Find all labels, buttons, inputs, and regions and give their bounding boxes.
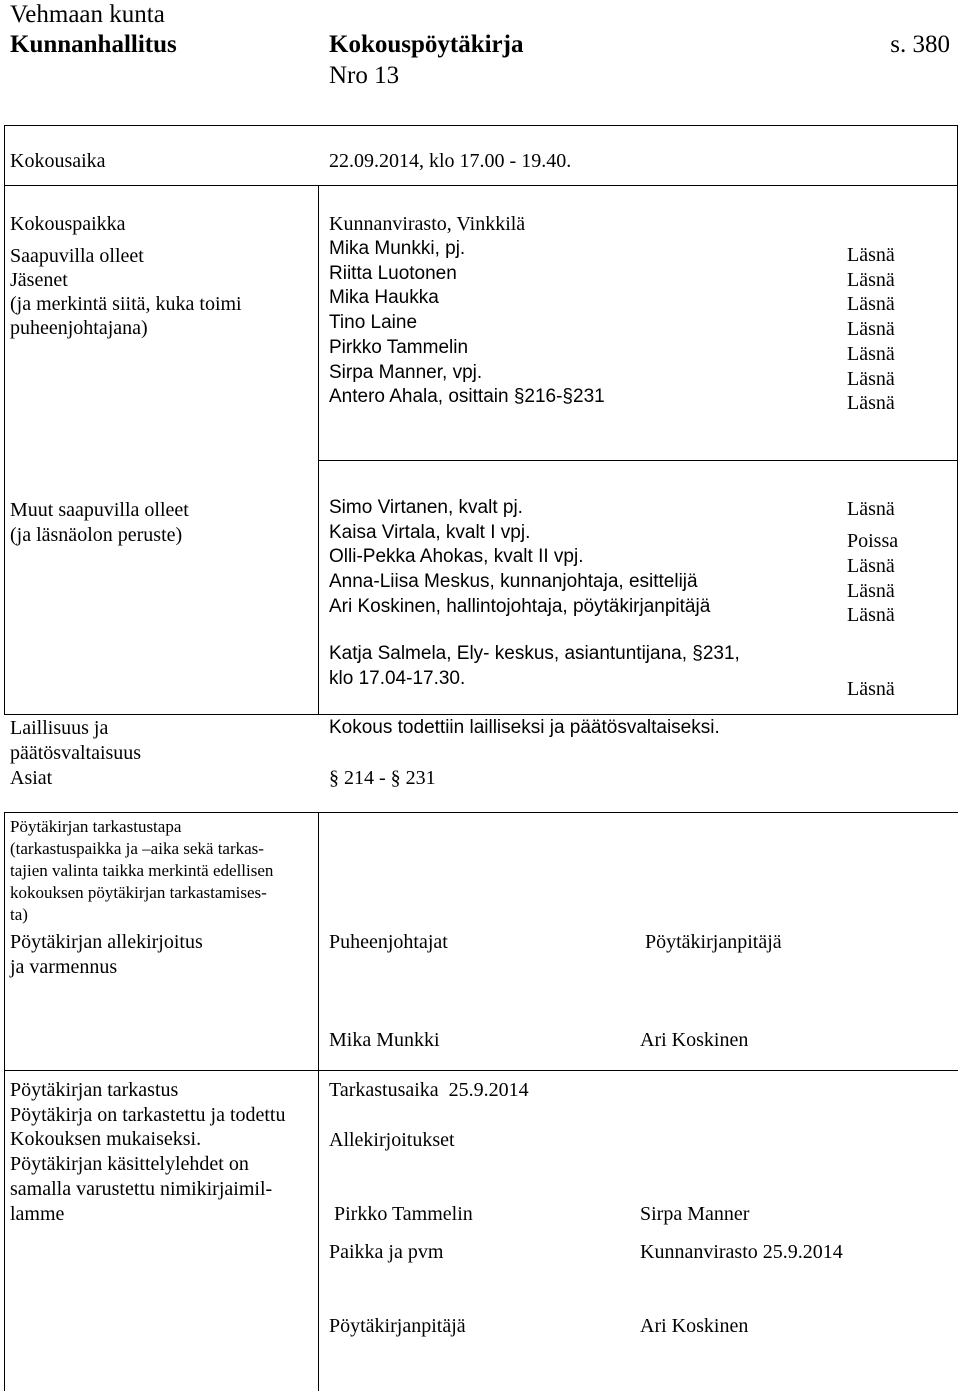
table-left-border (4, 125, 5, 715)
items-value: § 214 - § 231 (329, 767, 436, 789)
members-list (329, 237, 605, 410)
member-status: Läsnä (847, 244, 895, 266)
other-name: Anna-Liisa Meskus, kunnanjohtaja, esittelijä (329, 571, 698, 593)
meeting-time-value: 22.09.2014, klo 17.00 - 19.40. (329, 150, 572, 172)
reviewer-name: Pirkko Tammelin (334, 1203, 473, 1225)
member-name: Mika Haukka (329, 287, 439, 309)
chair-title: Puheenjohtajat (329, 931, 448, 953)
review-label-line: Kokouksen mukaiseksi. (10, 1128, 202, 1151)
other-name: Simo Virtanen, kvalt pj. (329, 497, 523, 518)
review-method-line: ta) (10, 905, 28, 924)
meeting-place-value: Kunnanvirasto, Vinkkilä (329, 213, 526, 235)
other-name: Olli-Pekka Ahokas, kvalt II vpj. (329, 546, 584, 568)
table-right-border (957, 125, 958, 715)
legality-label (10, 716, 141, 765)
other-status: Läsnä (847, 555, 895, 577)
secretary-title: Pöytäkirjanpitäjä (645, 931, 782, 953)
member-status: Läsnä (847, 268, 895, 291)
place-label: Paikka ja pvm (329, 1241, 444, 1263)
others-label (10, 498, 189, 547)
members-status-list (847, 243, 895, 416)
review-method-label (10, 816, 273, 926)
meeting-time-label: Kokousaika (10, 150, 106, 172)
municipality-name: Vehmaan kunta (10, 1, 165, 28)
items-label: Asiat (10, 767, 53, 789)
document-type: Kokouspöytäkirja (329, 31, 524, 58)
members-label (10, 244, 242, 340)
others-list (329, 496, 710, 620)
member-name: Tino Laine (329, 312, 418, 334)
member-status: Läsnä (847, 392, 895, 415)
other-status: Läsnä (847, 604, 895, 626)
expert-line: klo 17.04-17.30. (329, 667, 466, 689)
expert-entry (329, 642, 740, 691)
row-divider (4, 1070, 958, 1071)
members-label-line: Jäsenet (10, 269, 68, 291)
review-label-line: Pöytäkirjan käsittelylehdet on (10, 1153, 249, 1176)
review-time: Tarkastusaika 25.9.2014 (329, 1079, 529, 1101)
column-divider (318, 185, 319, 715)
clerk-name: Ari Koskinen (640, 1315, 749, 1337)
member-name: Pirkko Tammelin (329, 336, 469, 358)
review-label-line: Pöytäkirja on tarkastettu ja todettu (10, 1103, 286, 1126)
lower-left-border (4, 812, 5, 1391)
member-status: Läsnä (847, 293, 895, 316)
member-name: Sirpa Manner, vpj. (329, 361, 483, 383)
chair-name: Mika Munkki (329, 1029, 440, 1051)
members-label-line: Saapuvilla olleet (10, 245, 144, 267)
member-name: Mika Munkki, pj. (329, 238, 466, 259)
member-name: Antero Ahala, osittain §216-§231 (329, 386, 605, 408)
expert-status: Läsnä (847, 678, 895, 700)
other-status: Läsnä (847, 580, 895, 602)
signatures-label: Allekirjoitukset (329, 1129, 455, 1151)
place-value: Kunnanvirasto 25.9.2014 (640, 1241, 843, 1263)
others-label-line: Muut saapuvilla olleet (10, 499, 189, 521)
review-label-line: samalla varustettu nimikirjaimil- (10, 1177, 273, 1200)
signature-label-line: Pöytäkirjan allekirjoitus (10, 931, 203, 953)
members-label-line: puheenjohtajana) (10, 317, 148, 339)
legality-label-line: päätösvaltaisuus (10, 741, 142, 764)
review-method-line: kokouksen pöytäkirjan tarkastamises- (10, 883, 267, 902)
expert-line: Katja Salmela, Ely- keskus, asiantuntijana, §231, (329, 643, 740, 664)
member-status: Läsnä (847, 367, 895, 390)
legality-label-line: Laillisuus ja (10, 717, 109, 739)
review-label-line: lamme (10, 1202, 65, 1225)
meeting-place-label: Kokouspaikka (10, 213, 126, 235)
review-method-line: tajien valinta taikka merkintä edellisen (10, 861, 274, 880)
page-number: s. 380 (890, 31, 950, 58)
table-top-border (4, 125, 958, 126)
row-divider (4, 714, 958, 715)
review-label (10, 1078, 286, 1226)
member-status: Läsnä (847, 318, 895, 341)
member-status: Läsnä (847, 342, 895, 365)
other-status: Poissa (847, 530, 899, 552)
reviewer-name: Sirpa Manner (640, 1203, 750, 1225)
member-name: Riitta Luotonen (329, 262, 457, 284)
other-status: Läsnä (847, 498, 895, 520)
row-divider (318, 460, 958, 461)
review-label-line: Pöytäkirjan tarkastus (10, 1079, 179, 1101)
members-label-line: (ja merkintä siitä, kuka toimi (10, 293, 242, 315)
row-divider (4, 185, 958, 186)
legality-value: Kokous todettiin lailliseksi ja päätösvaltaiseksi. (329, 717, 720, 738)
signature-label (10, 930, 203, 979)
other-name: Kaisa Virtala, kvalt I vpj. (329, 521, 531, 543)
minutes-number: Nro 13 (329, 62, 400, 89)
secretary-name: Ari Koskinen (640, 1029, 749, 1051)
signature-label-line: ja varmennus (10, 955, 118, 978)
body-name: Kunnanhallitus (10, 31, 177, 58)
lower-column-divider (318, 812, 319, 1391)
clerk-title: Pöytäkirjanpitäjä (329, 1315, 466, 1337)
review-method-line: Pöytäkirjan tarkastustapa (10, 817, 182, 836)
other-name: Ari Koskinen, hallintojohtaja, pöytäkirjanpitäjä (329, 595, 711, 617)
review-method-line: (tarkastuspaikka ja –aika sekä tarkas- (10, 839, 264, 858)
others-label-line: (ja läsnäolon peruste) (10, 523, 183, 546)
row-divider (4, 812, 958, 813)
